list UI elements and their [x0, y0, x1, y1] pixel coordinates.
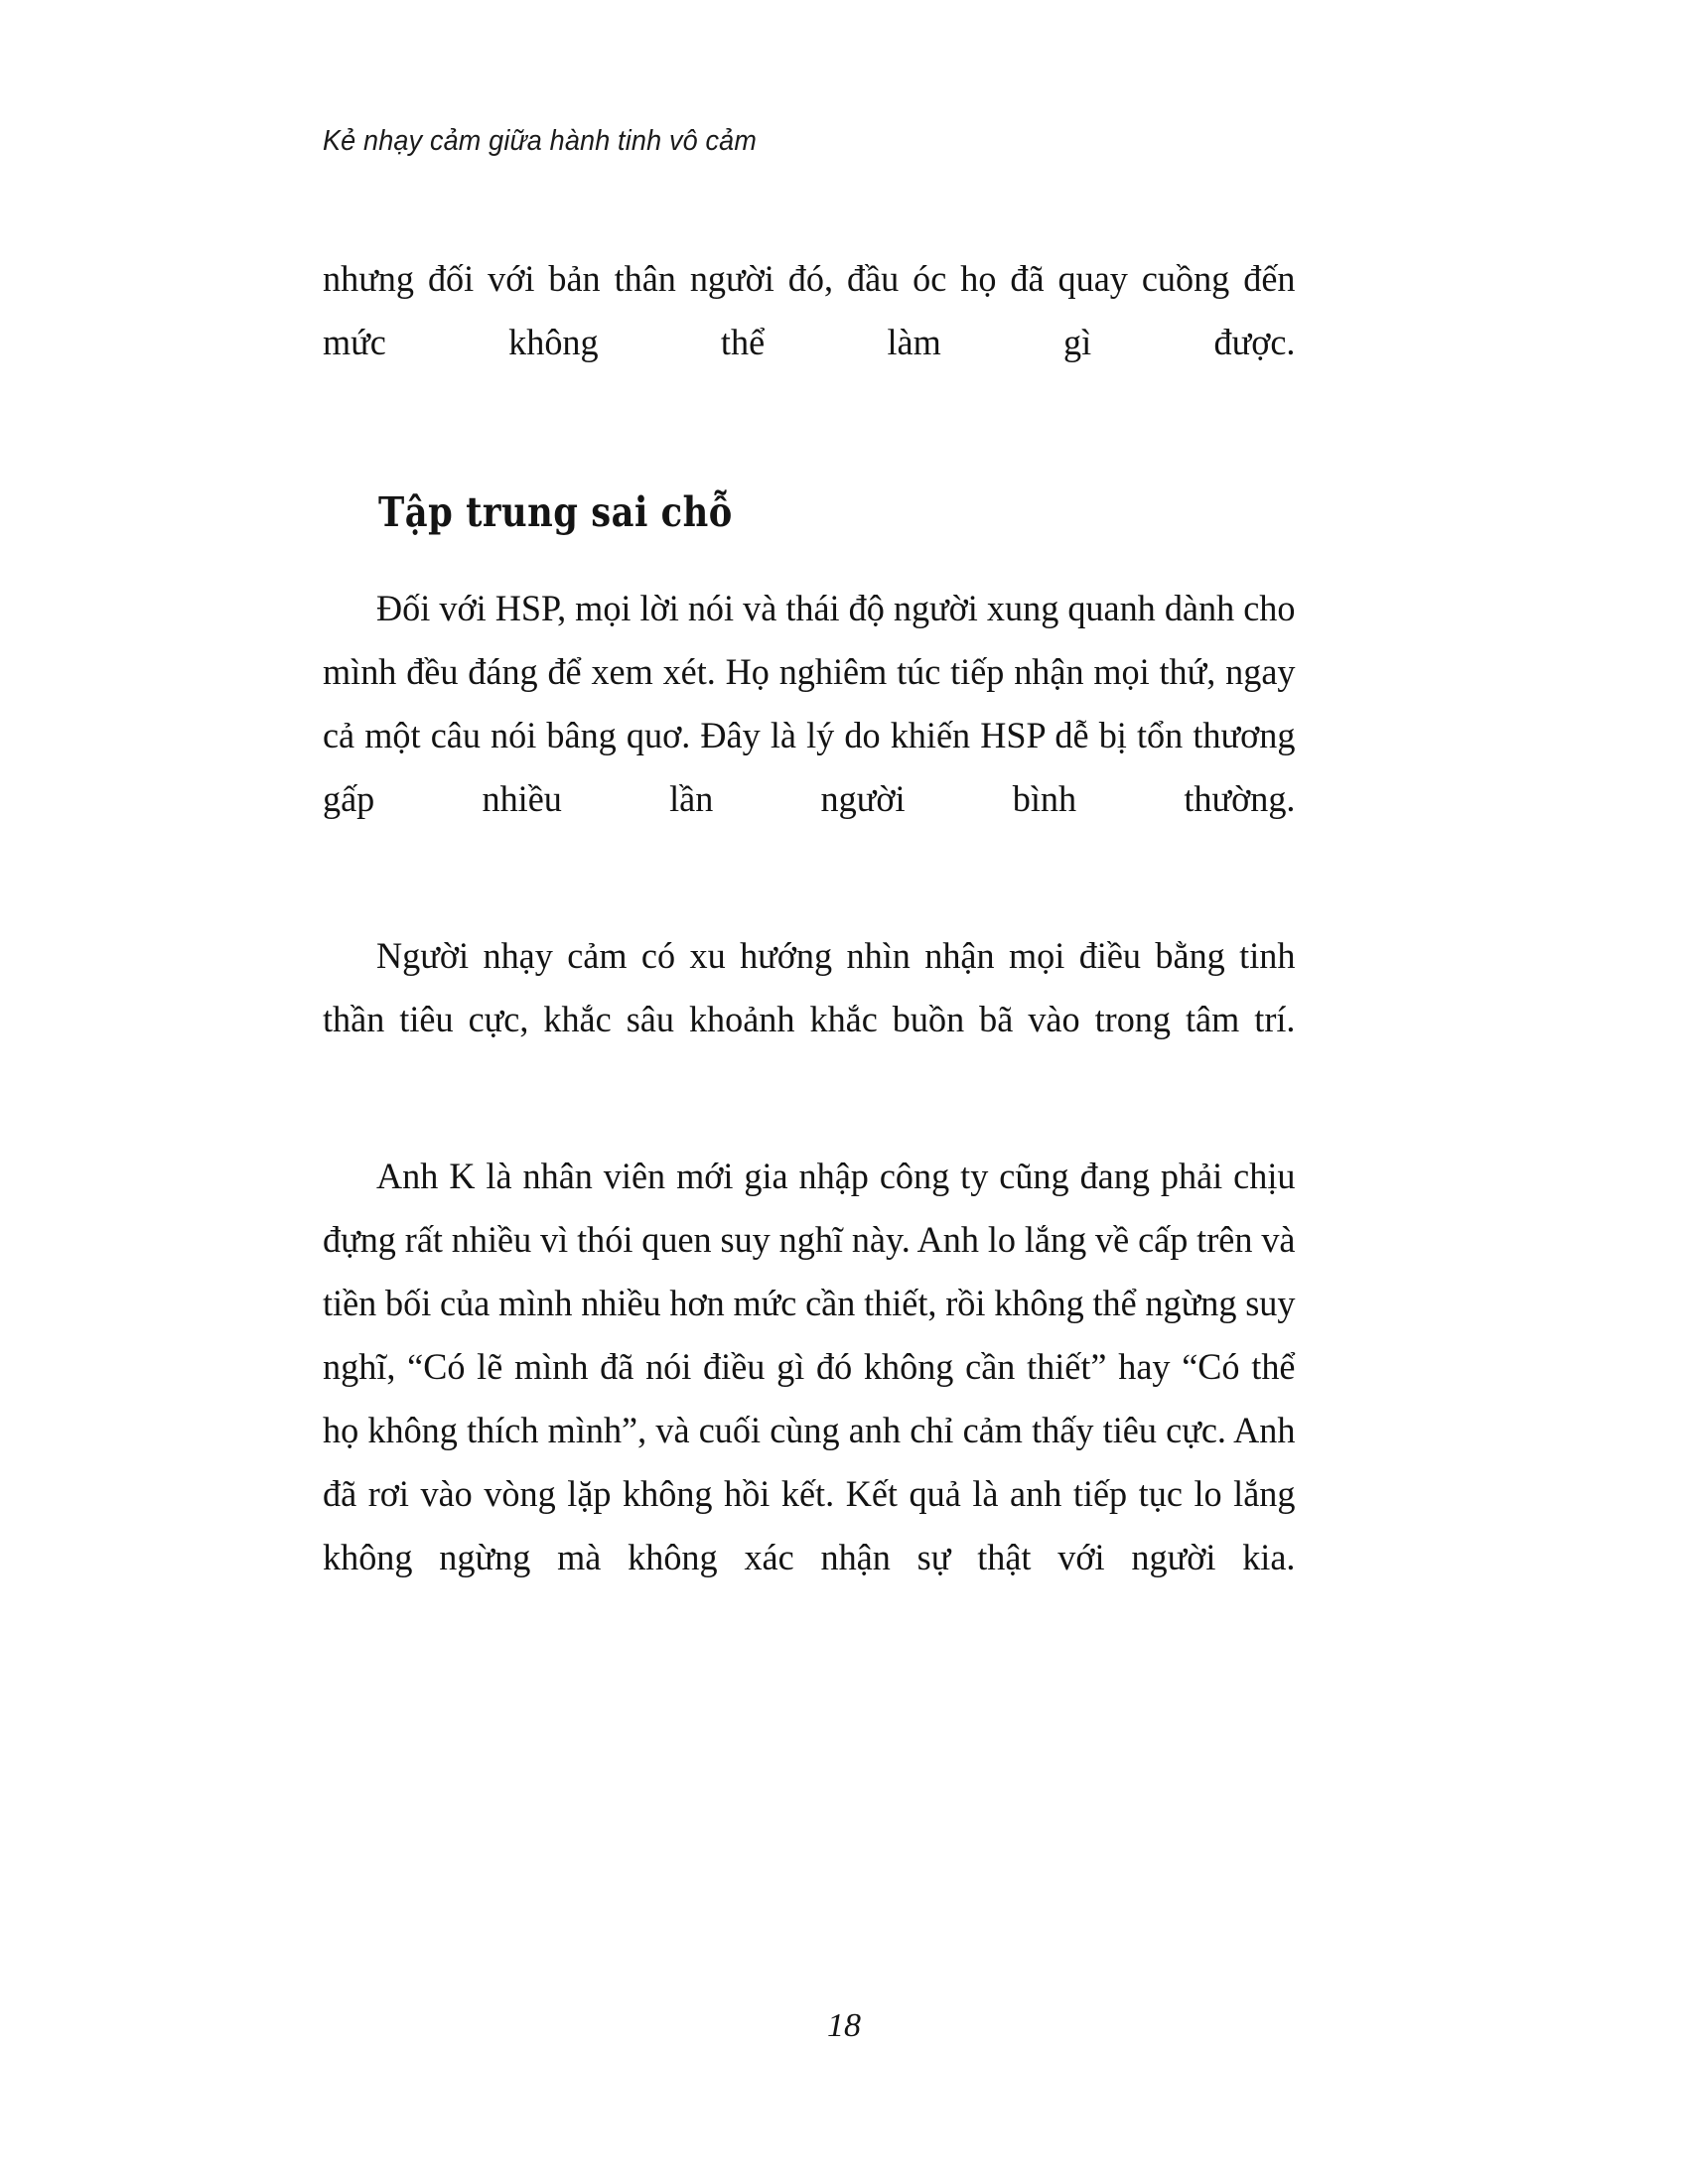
- paragraph-hsp-attention: Đối với HSP, mọi lời nói và thái độ người xung quanh dành cho mình đều đáng để xem xét. Họ nghiêm túc tiếp nhận mọi thứ, ngay cả một câu nói bâng quơ. Đây là lý do khiến HSP dễ bị tổn thương gấp nhiều lần người bình thường.: [323, 589, 1296, 820]
- paragraph-continuation: nhưng đối với bản thân người đó, đầu óc họ đã quay cuồng đến mức không thể làm gì được.: [323, 259, 1296, 363]
- section-heading-wrapper: [323, 480, 1331, 544]
- running-header: Kẻ nhạy cảm giữa hành tinh vô cảm: [323, 125, 758, 157]
- section-heading: Tập trung sai chỗ: [378, 488, 733, 536]
- page-number: 18: [827, 2007, 861, 2044]
- paragraph-anh-k-story: Anh K là nhân viên mới gia nhập công ty cũng đang phải chịu đựng rất nhiều vì thói quen suy nghĩ này. Anh lo lắng về cấp trên và tiền bối của mình nhiều hơn mức cần thiết, rồi không thể ngừng suy nghĩ, “Có lẽ mình đã nói điều gì đó không cần thiết” hay “Có thể họ không thích mình”, và cuối cùng anh chỉ cảm thấy tiêu cực. Anh đã rơi vào vòng lặp không hồi kết. Kết quả là anh tiếp tục lo lắng không ngừng mà không xác nhận sự thật với người kia.: [323, 1157, 1296, 1578]
- paragraph-negative-thinking: Người nhạy cảm có xu hướng nhìn nhận mọi điều bằng tinh thần tiêu cực, khắc sâu khoảnh khắc buồn bã vào trong tâm trí.: [323, 936, 1296, 1040]
- body-text-block: [323, 248, 1331, 1684]
